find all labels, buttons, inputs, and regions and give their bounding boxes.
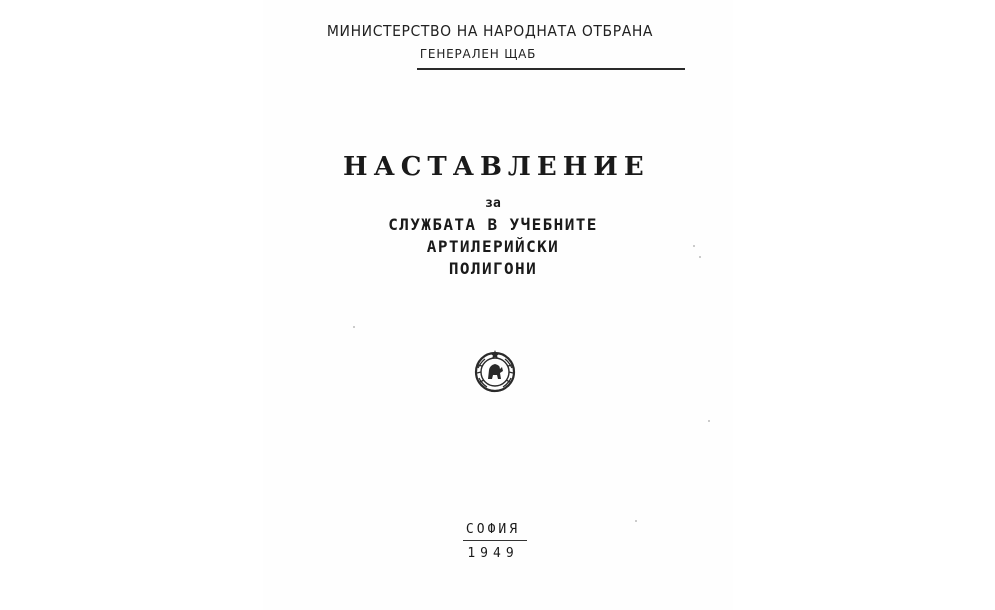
document-title: НАСТАВЛЕНИЕ: [343, 152, 650, 182]
coat-of-arms-icon: [472, 348, 518, 394]
imprint-rule: [463, 540, 527, 541]
scan-speck: [699, 256, 701, 258]
scan-speck: [353, 326, 355, 328]
title-connector: за: [485, 196, 501, 211]
header-rule: [417, 68, 685, 70]
scan-speck: [693, 245, 695, 247]
publication-year: 1949: [467, 546, 519, 561]
document-page: [263, 0, 733, 610]
scan-speck: [635, 520, 637, 522]
ministry-heading: МИНИСТЕРСТВО НА НАРОДНАТА ОТБРАНА: [326, 22, 654, 40]
subtitle-line-2: АРТИЛЕРИЙСКИ: [426, 237, 560, 256]
subtitle-line-3: ПОЛИГОНИ: [448, 259, 538, 278]
scan-speck: [708, 420, 710, 422]
general-staff-heading: ГЕНЕРАЛЕН ЩАБ: [419, 47, 537, 61]
subtitle-line-1: СЛУЖБАТА В УЧЕБНИТЕ: [388, 215, 598, 234]
publication-city: СОФИЯ: [465, 522, 521, 537]
